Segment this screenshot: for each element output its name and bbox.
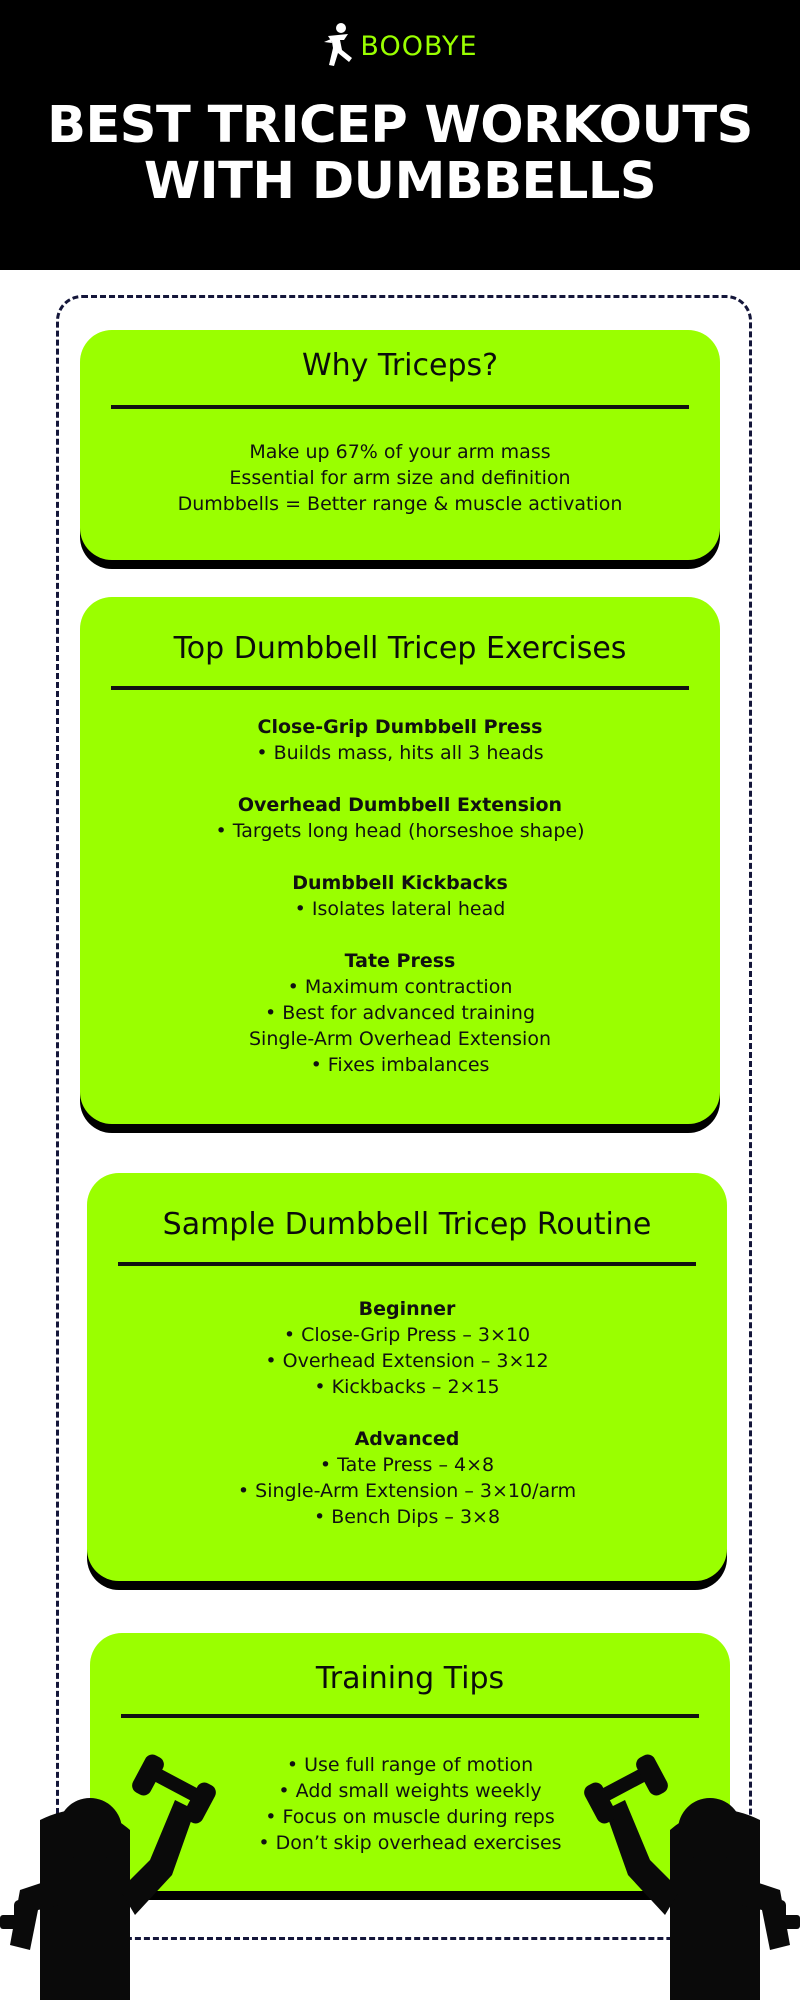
training-tips-title: Training Tips: [315, 1661, 505, 1696]
why-triceps-body: [80, 439, 720, 517]
exercise-detail: • Isolates lateral head: [294, 898, 506, 920]
exercise-detail: • Targets long head (horseshoe shape): [215, 820, 585, 842]
top-exercises-title: Top Dumbbell Tricep Exercises: [173, 631, 627, 666]
routine-item: • Overhead Extension – 3×12: [265, 1350, 549, 1372]
exercise-name: Dumbbell Kickbacks: [292, 872, 508, 894]
routine-divider: [118, 1262, 696, 1266]
exercise-detail: • Fixes imbalances: [310, 1054, 490, 1076]
dumbbell-lifter-right-icon: [580, 1740, 800, 2000]
brand-name: BOOBYE: [360, 30, 478, 62]
exercise-name: Close-Grip Dumbbell Press: [257, 716, 543, 738]
routine-level: Advanced: [354, 1428, 460, 1450]
why-triceps-title: Why Triceps?: [301, 348, 499, 383]
why-triceps-divider: [111, 405, 689, 409]
page-title: [0, 98, 800, 210]
dumbbell-lifter-left-icon: [0, 1740, 220, 2000]
why-line: Essential for arm size and definition: [229, 467, 571, 489]
training-tips-divider: [121, 1714, 699, 1718]
header-banner: [0, 0, 800, 270]
tip-item: • Add small weights weekly: [278, 1780, 542, 1802]
routine-body: [87, 1296, 727, 1530]
top-exercises-divider: [111, 686, 689, 690]
routine-item: • Tate Press – 4×8: [319, 1454, 495, 1476]
top-exercises-body: [80, 714, 720, 1078]
running-figure-icon: [322, 22, 356, 70]
exercise-detail: • Best for advanced training: [265, 1002, 535, 1024]
routine-card: [87, 1173, 727, 1581]
exercise-detail: • Maximum contraction: [287, 976, 513, 998]
routine-item: • Single-Arm Extension – 3×10/arm: [237, 1480, 577, 1502]
routine-item: • Close-Grip Press – 3×10: [283, 1324, 531, 1346]
routine-item: • Bench Dips – 3×8: [313, 1506, 501, 1528]
exercise-name: Overhead Dumbbell Extension: [237, 794, 563, 816]
routine-item: • Kickbacks – 2×15: [314, 1376, 500, 1398]
title-line-1: BEST TRICEP WORKOUTS: [47, 96, 753, 155]
exercise-detail: • Builds mass, hits all 3 heads: [256, 742, 544, 764]
routine-level: Beginner: [358, 1298, 456, 1320]
why-line: Dumbbells = Better range & muscle activation: [177, 493, 623, 515]
brand-logo[interactable]: [0, 22, 800, 70]
tip-item: • Don’t skip overhead exercises: [258, 1832, 562, 1854]
routine-title: Sample Dumbbell Tricep Routine: [162, 1207, 652, 1242]
why-triceps-card: [80, 330, 720, 560]
top-exercises-card: [80, 597, 720, 1124]
tip-item: • Focus on muscle during reps: [265, 1806, 555, 1828]
why-line: Make up 67% of your arm mass: [249, 441, 551, 463]
exercise-detail: Single-Arm Overhead Extension: [249, 1028, 551, 1050]
tip-item: • Use full range of motion: [286, 1754, 534, 1776]
title-line-2: WITH DUMBBELLS: [143, 152, 657, 211]
exercise-name: Tate Press: [344, 950, 456, 972]
